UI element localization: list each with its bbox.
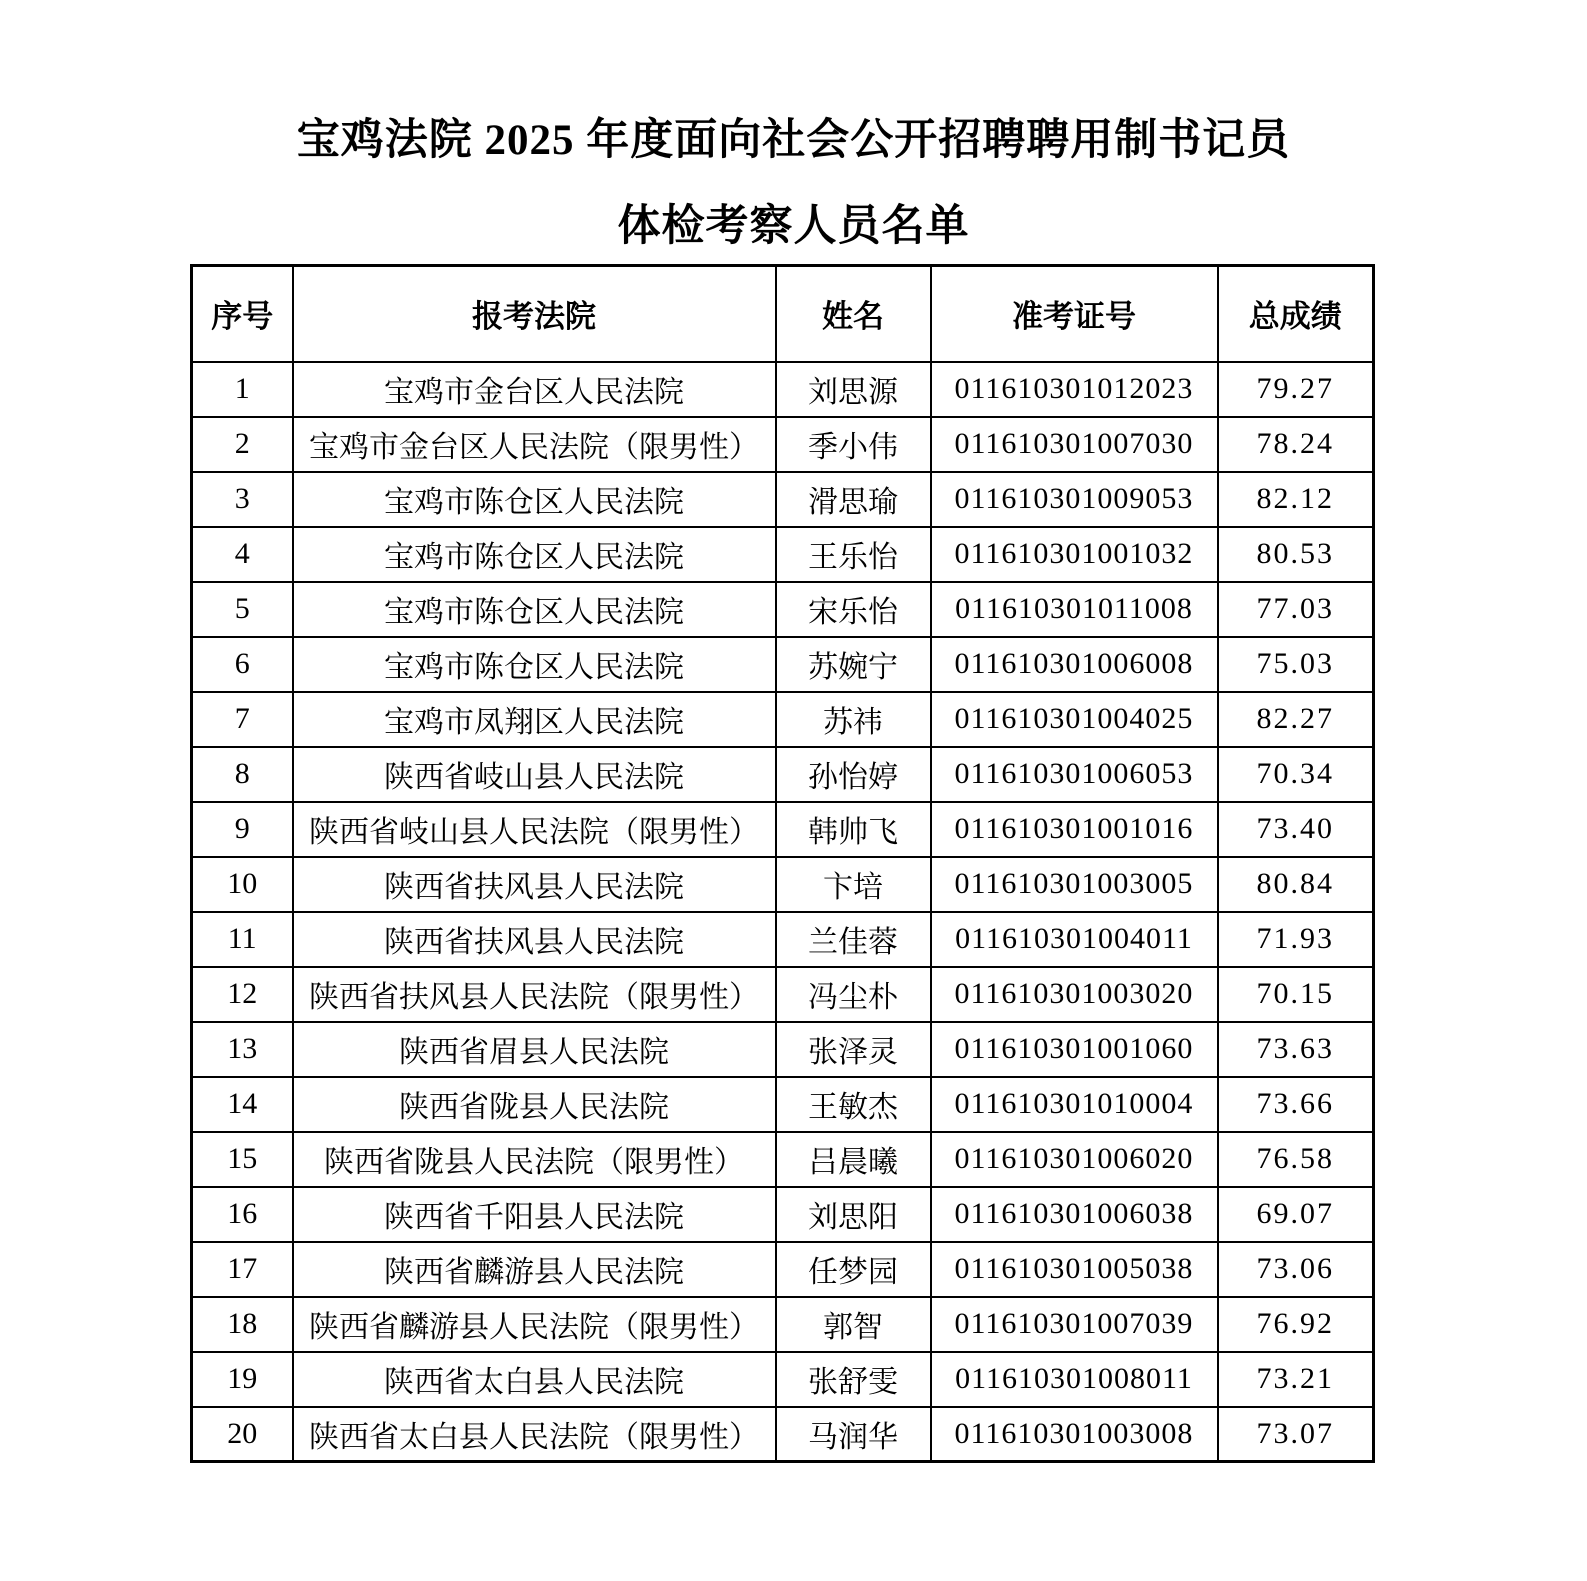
- ticket-cell: 011610301001032: [931, 527, 1218, 582]
- court-cell: 陕西省扶风县人民法院（限男性）: [293, 967, 776, 1022]
- table-row: [192, 637, 1374, 692]
- ticket-cell: 011610301008011: [931, 1352, 1218, 1407]
- ticket-cell: 011610301005038: [931, 1242, 1218, 1297]
- document-title-line2: 体检考察人员名单: [617, 203, 970, 250]
- ticket-cell: 011610301006038: [931, 1187, 1218, 1242]
- ticket-cell: 011610301004025: [931, 692, 1218, 747]
- court-cell: 陕西省眉县人民法院: [293, 1022, 776, 1077]
- ticket-cell: 011610301001060: [931, 1022, 1218, 1077]
- name-cell: 苏祎: [776, 692, 931, 747]
- court-cell: 陕西省岐山县人民法院（限男性）: [293, 802, 776, 857]
- table-row: [192, 527, 1374, 582]
- court-cell: 陕西省扶风县人民法院: [293, 912, 776, 967]
- index-cell: 7: [192, 692, 293, 747]
- court-cell: 宝鸡市陈仓区人民法院: [293, 527, 776, 582]
- table-row: [192, 1297, 1374, 1352]
- court-cell: 宝鸡市陈仓区人民法院: [293, 582, 776, 637]
- table-row: [192, 692, 1374, 747]
- table-row: [192, 802, 1374, 857]
- col-header-ticket: 准考证号: [931, 266, 1218, 362]
- ticket-cell: 011610301009053: [931, 472, 1218, 527]
- score-cell: 73.21: [1218, 1352, 1374, 1407]
- court-cell: 陕西省麟游县人民法院: [293, 1242, 776, 1297]
- name-cell: 冯尘朴: [776, 967, 931, 1022]
- score-cell: 80.53: [1218, 527, 1374, 582]
- score-cell: 73.40: [1218, 802, 1374, 857]
- table-row: [192, 417, 1374, 472]
- ticket-cell: 011610301010004: [931, 1077, 1218, 1132]
- index-cell: 11: [192, 912, 293, 967]
- col-header-court: 报考法院: [293, 266, 776, 362]
- court-cell: 陕西省太白县人民法院（限男性）: [293, 1407, 776, 1462]
- name-cell: 张泽灵: [776, 1022, 931, 1077]
- score-cell: 80.84: [1218, 857, 1374, 912]
- index-cell: 6: [192, 637, 293, 692]
- index-cell: 13: [192, 1022, 293, 1077]
- court-cell: 陕西省扶风县人民法院: [293, 857, 776, 912]
- name-cell: 王敏杰: [776, 1077, 931, 1132]
- court-cell: 陕西省岐山县人民法院: [293, 747, 776, 802]
- score-cell: 82.12: [1218, 472, 1374, 527]
- name-cell: 张舒雯: [776, 1352, 931, 1407]
- name-cell: 宋乐怡: [776, 582, 931, 637]
- index-cell: 3: [192, 472, 293, 527]
- candidates-table: [190, 264, 1375, 1463]
- ticket-cell: 011610301004011: [931, 912, 1218, 967]
- table-row: [192, 1242, 1374, 1297]
- name-cell: 刘思源: [776, 362, 931, 417]
- court-cell: 陕西省麟游县人民法院（限男性）: [293, 1297, 776, 1352]
- score-cell: 70.15: [1218, 967, 1374, 1022]
- ticket-cell: 011610301007039: [931, 1297, 1218, 1352]
- name-cell: 韩帅飞: [776, 802, 931, 857]
- court-cell: 宝鸡市金台区人民法院（限男性）: [293, 417, 776, 472]
- score-cell: 73.63: [1218, 1022, 1374, 1077]
- court-cell: 陕西省陇县人民法院: [293, 1077, 776, 1132]
- score-cell: 73.07: [1218, 1407, 1374, 1462]
- index-cell: 16: [192, 1187, 293, 1242]
- score-cell: 71.93: [1218, 912, 1374, 967]
- header-row: [192, 266, 1374, 362]
- court-cell: 陕西省陇县人民法院（限男性）: [293, 1132, 776, 1187]
- name-cell: 王乐怡: [776, 527, 931, 582]
- ticket-cell: 011610301006008: [931, 637, 1218, 692]
- index-cell: 9: [192, 802, 293, 857]
- court-cell: 陕西省千阳县人民法院: [293, 1187, 776, 1242]
- name-cell: 卞培: [776, 857, 931, 912]
- court-cell: 宝鸡市金台区人民法院: [293, 362, 776, 417]
- table-row: [192, 1407, 1374, 1462]
- ticket-cell: 011610301003020: [931, 967, 1218, 1022]
- document-title-line1: 宝鸡法院 2025 年度面向社会公开招聘聘用制书记员: [296, 117, 1291, 164]
- score-cell: 77.03: [1218, 582, 1374, 637]
- name-cell: 兰佳蓉: [776, 912, 931, 967]
- index-cell: 2: [192, 417, 293, 472]
- index-cell: 1: [192, 362, 293, 417]
- court-cell: 宝鸡市陈仓区人民法院: [293, 472, 776, 527]
- index-cell: 15: [192, 1132, 293, 1187]
- col-header-score: 总成绩: [1218, 266, 1374, 362]
- table-row: [192, 582, 1374, 637]
- ticket-cell: 011610301012023: [931, 362, 1218, 417]
- score-cell: 76.92: [1218, 1297, 1374, 1352]
- score-cell: 78.24: [1218, 417, 1374, 472]
- score-cell: 73.66: [1218, 1077, 1374, 1132]
- name-cell: 孙怡婷: [776, 747, 931, 802]
- col-header-name: 姓名: [776, 266, 931, 362]
- ticket-cell: 011610301003005: [931, 857, 1218, 912]
- table-row: [192, 912, 1374, 967]
- score-cell: 73.06: [1218, 1242, 1374, 1297]
- table-row: [192, 362, 1374, 417]
- ticket-cell: 011610301007030: [931, 417, 1218, 472]
- name-cell: 苏婉宁: [776, 637, 931, 692]
- index-cell: 8: [192, 747, 293, 802]
- table-row: [192, 1132, 1374, 1187]
- ticket-cell: 011610301011008: [931, 582, 1218, 637]
- index-cell: 10: [192, 857, 293, 912]
- table-row: [192, 1077, 1374, 1132]
- score-cell: 79.27: [1218, 362, 1374, 417]
- index-cell: 17: [192, 1242, 293, 1297]
- name-cell: 任梦园: [776, 1242, 931, 1297]
- table-row: [192, 1352, 1374, 1407]
- score-cell: 75.03: [1218, 637, 1374, 692]
- name-cell: 刘思阳: [776, 1187, 931, 1242]
- name-cell: 郭智: [776, 1297, 931, 1352]
- name-cell: 滑思瑜: [776, 472, 931, 527]
- index-cell: 20: [192, 1407, 293, 1462]
- score-cell: 82.27: [1218, 692, 1374, 747]
- index-cell: 4: [192, 527, 293, 582]
- name-cell: 季小伟: [776, 417, 931, 472]
- index-cell: 12: [192, 967, 293, 1022]
- court-cell: 宝鸡市陈仓区人民法院: [293, 637, 776, 692]
- ticket-cell: 011610301006020: [931, 1132, 1218, 1187]
- ticket-cell: 011610301003008: [931, 1407, 1218, 1462]
- table-row: [192, 472, 1374, 527]
- name-cell: 马润华: [776, 1407, 931, 1462]
- court-cell: 陕西省太白县人民法院: [293, 1352, 776, 1407]
- col-header-index: 序号: [192, 266, 293, 362]
- index-cell: 5: [192, 582, 293, 637]
- table-row: [192, 967, 1374, 1022]
- score-cell: 70.34: [1218, 747, 1374, 802]
- table-row: [192, 747, 1374, 802]
- table-row: [192, 1187, 1374, 1242]
- ticket-cell: 011610301006053: [931, 747, 1218, 802]
- table-row: [192, 857, 1374, 912]
- name-cell: 吕晨曦: [776, 1132, 931, 1187]
- ticket-cell: 011610301001016: [931, 802, 1218, 857]
- score-cell: 76.58: [1218, 1132, 1374, 1187]
- court-cell: 宝鸡市凤翔区人民法院: [293, 692, 776, 747]
- score-cell: 69.07: [1218, 1187, 1374, 1242]
- index-cell: 18: [192, 1297, 293, 1352]
- index-cell: 14: [192, 1077, 293, 1132]
- index-cell: 19: [192, 1352, 293, 1407]
- table-row: [192, 1022, 1374, 1077]
